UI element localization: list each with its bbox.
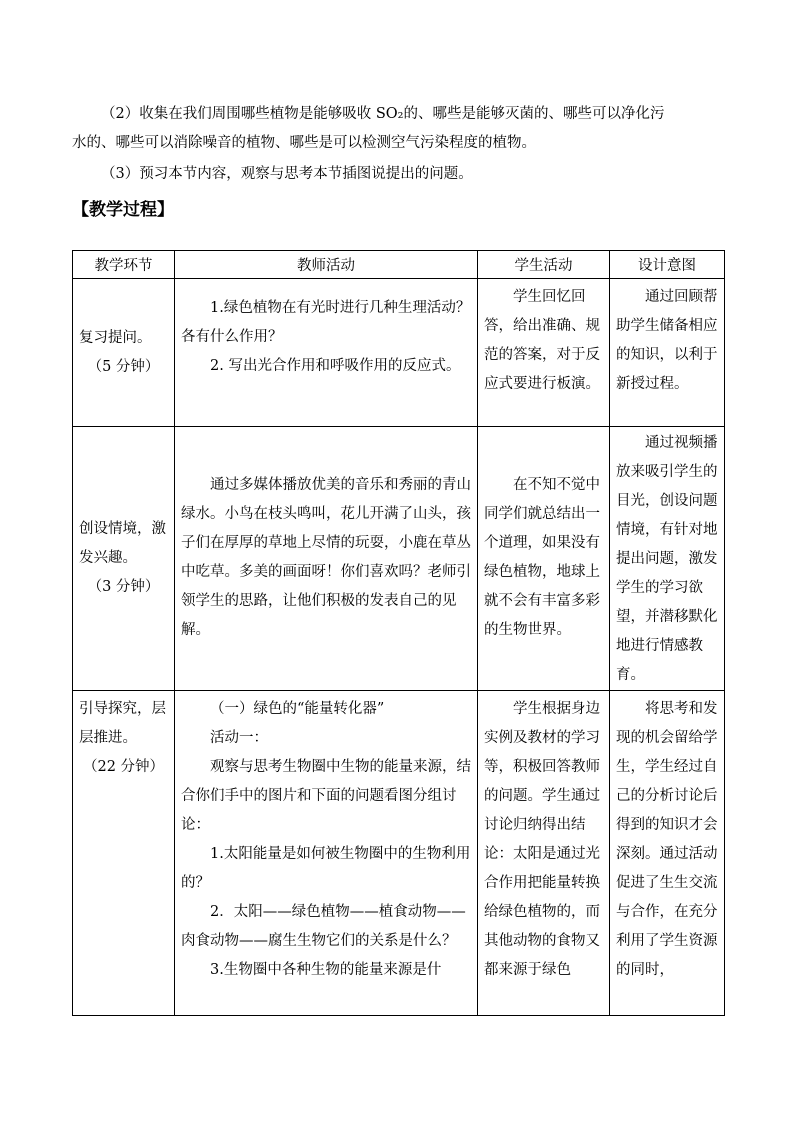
stage-duration: （5 分钟） xyxy=(87,358,160,375)
header-teacher: 教师活动 xyxy=(175,251,478,279)
intro-item-2-line1: （2）收集在我们周围哪些植物是能够吸收 SO₂的、哪些是能够灭菌的、哪些可以净化污 xyxy=(101,106,665,122)
header-student: 学生活动 xyxy=(478,251,610,279)
header-stage: 教学环节 xyxy=(73,251,175,279)
stage-cell xyxy=(73,427,175,691)
student-text: 学生回忆回答，给出准确、规范的答案，对于反应式要进行板演。 xyxy=(484,289,600,392)
stage-cell xyxy=(73,279,175,427)
intro-item-3-text: （3）预习本节内容，观察与思考本节插图说提出的问题。 xyxy=(101,166,473,182)
stage-cell xyxy=(73,691,175,1016)
stage-title: 创设情境，激发兴趣。 xyxy=(79,521,166,566)
intent-text: 通过回顾帮助学生储备相应的知识，以利于新授过程。 xyxy=(616,289,718,392)
teacher-paragraph: 2. 写出光合作用和呼吸作用的反应式。 xyxy=(210,358,461,374)
teacher-cell xyxy=(175,427,478,691)
stage-duration: （22 分钟） xyxy=(82,759,165,775)
teacher-cell xyxy=(175,691,478,1016)
intro-item-3 xyxy=(72,160,724,189)
intro-item-2-line2: 水的、哪些可以消除噪音的植物、哪些是可以检测空气污染程度的植物。 xyxy=(72,135,536,151)
header-intent: 设计意图 xyxy=(610,251,725,279)
teacher-paragraph: 1.太阳能量是如何被生物圈中的生物利用的？ xyxy=(181,846,471,891)
stage-duration: （3 分钟） xyxy=(87,579,160,595)
teacher-paragraph: 观察与思考生物圈中生物的能量来源，结合你们手中的图片和下面的问题看图分组讨论： xyxy=(181,759,471,833)
teacher-paragraph: 3.生物圈中各种生物的能量来源是什 xyxy=(210,962,442,978)
intent-cell xyxy=(610,279,725,427)
intent-cell xyxy=(610,691,725,1016)
intent-cell xyxy=(610,427,725,691)
table-header-row xyxy=(73,251,725,279)
stage-title: 复习提问。 xyxy=(79,329,152,346)
student-text: 在不知不觉中同学们就总结出一个道理，如果没有绿色植物，地球上就不会有丰富多彩的生物世界。 xyxy=(484,477,600,638)
lesson-table xyxy=(72,250,725,1016)
table-row xyxy=(73,279,725,427)
teacher-cell xyxy=(175,279,478,427)
intro-item-2-cont xyxy=(72,129,724,158)
table-row xyxy=(73,691,725,1016)
student-cell xyxy=(478,279,610,427)
student-text: 学生根据身边实例及教材的学习等，积极回答教师的问题。学生通过讨论归纳得出结论：太阳是通过光合作用把能量转换给绿色植物的，而其他动物的食物又都来源于绿色 xyxy=(484,701,600,978)
teacher-paragraph: （一）绿色的“能量转化器” xyxy=(210,701,385,717)
teacher-paragraph: 活动一： xyxy=(210,730,268,746)
teacher-paragraph: 1.绿色植物在有光时进行几种生理活动？各有什么作用？ xyxy=(181,300,471,345)
stage-title: 引导探究，层层推进。 xyxy=(79,701,166,746)
teacher-paragraph: 2．太阳——绿色植物——植食动物——肉食动物——腐生生物它们的关系是什么？ xyxy=(181,904,466,949)
intro-item-2 xyxy=(72,100,724,129)
student-cell xyxy=(478,691,610,1016)
teacher-paragraph: 通过多媒体播放优美的音乐和秀丽的青山绿水。小鸟在枝头鸣叫，花儿开满了山头，孩子们在厚厚的草地上尽情的玩耍，小鹿在草丛中吃草。多美的画面呀！你们喜欢吗？老师引领学生的思路，让他们积极的发表自己的见解。 xyxy=(181,477,471,638)
intent-text: 通过视频播放来吸引学生的目光，创设问题情境，有针对地提出问题，激发学生的学习欲望，并潜移默化地进行情感教育。 xyxy=(616,435,718,683)
intent-text: 将思考和发现的机会留给学生，学生经过自己的分析讨论后得到的知识才会深刻。通过活动促进了生生交流与合作，在充分利用了学生资源的同时， xyxy=(616,701,718,978)
student-cell xyxy=(478,427,610,691)
section-title: 【教学过程】 xyxy=(72,200,174,220)
table-row xyxy=(73,427,725,691)
